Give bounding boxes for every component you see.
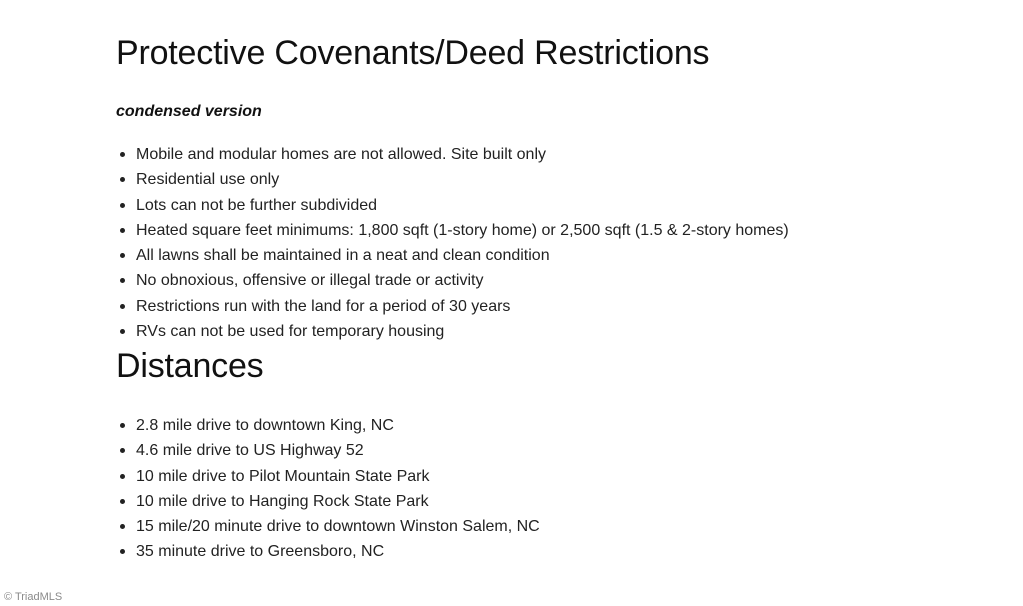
list-item — [116, 514, 996, 539]
covenants-subtitle: condensed version — [116, 103, 262, 120]
list-item — [116, 489, 996, 514]
bullet-dot-icon — [120, 152, 125, 157]
bullet-dot-icon — [120, 203, 125, 208]
bullet-dot-icon — [120, 549, 125, 554]
list-item-text: Heated square feet minimums: 1,800 sqft (1-story home) or 2,500 sqft (1.5 & 2-story homes) — [136, 221, 789, 239]
distances-title: Distances — [116, 347, 264, 385]
bullet-dot-icon — [120, 278, 125, 283]
covenants-list — [116, 142, 996, 344]
bullet-dot-icon — [120, 448, 125, 453]
covenants-title: Protective Covenants/Deed Restrictions — [116, 34, 710, 72]
bullet-dot-icon — [120, 524, 125, 529]
list-item — [116, 413, 996, 438]
list-item — [116, 464, 996, 489]
list-item-text: Residential use only — [136, 171, 280, 189]
list-item — [116, 193, 996, 218]
bullet-dot-icon — [120, 304, 125, 309]
list-item-text: 2.8 mile drive to downtown King, NC — [136, 417, 394, 434]
list-item-text: 4.6 mile drive to US Highway 52 — [136, 442, 364, 460]
bullet-dot-icon — [120, 474, 125, 479]
list-item-text: 35 minute drive to Greensboro, NC — [136, 543, 385, 561]
list-item-text: Restrictions run with the land for a period of 30 years — [136, 297, 511, 315]
list-item-text: Mobile and modular homes are not allowed. Site built only — [136, 146, 547, 163]
distances-list — [116, 413, 996, 565]
list-item — [116, 268, 996, 293]
copyright-watermark: © TriadMLS — [4, 591, 63, 603]
list-item — [116, 294, 996, 319]
bullet-dot-icon — [120, 253, 125, 258]
list-item — [116, 438, 996, 463]
bullet-dot-icon — [120, 228, 125, 233]
bullet-dot-icon — [120, 329, 125, 334]
list-item-text: No obnoxious, offensive or illegal trade or activity — [136, 272, 484, 290]
list-item-text: 10 mile drive to Pilot Mountain State Park — [136, 467, 430, 485]
bullet-dot-icon — [120, 499, 125, 504]
list-item — [116, 142, 996, 167]
list-item-text: Lots can not be further subdivided — [136, 196, 378, 214]
list-item-text: 10 mile drive to Hanging Rock State Park — [136, 492, 429, 510]
list-item-text: All lawns shall be maintained in a neat and clean condition — [136, 247, 550, 265]
list-item — [116, 243, 996, 268]
list-item-text: RVs can not be used for temporary housing — [136, 323, 445, 341]
bullet-dot-icon — [120, 423, 125, 428]
list-item-text: 15 mile/20 minute drive to downtown Winston Salem, NC — [136, 518, 540, 536]
list-item — [116, 167, 996, 192]
list-item — [116, 218, 996, 243]
list-item — [116, 319, 996, 344]
list-item — [116, 539, 996, 564]
bullet-dot-icon — [120, 177, 125, 182]
